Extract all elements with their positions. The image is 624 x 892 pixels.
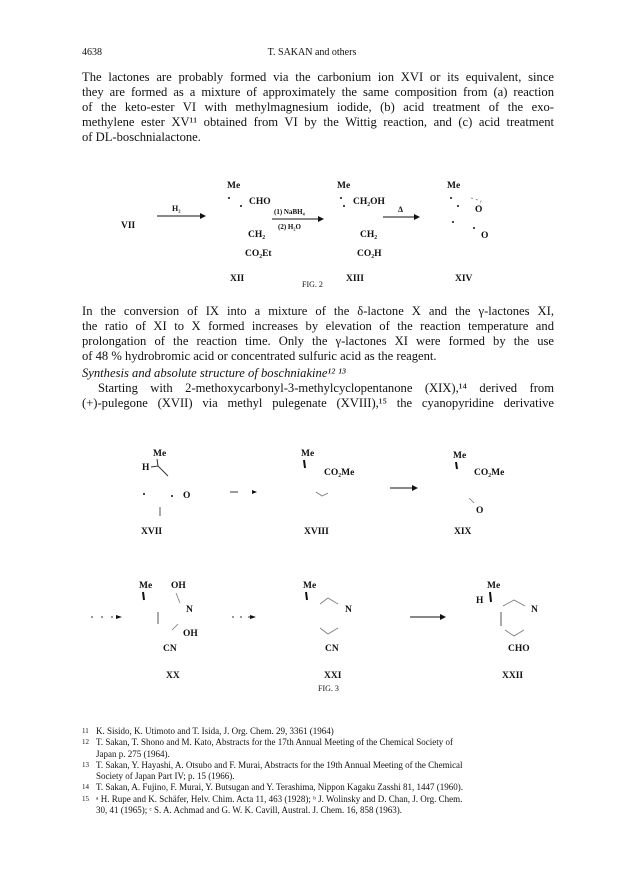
reference-number: 11 [82, 727, 89, 735]
wedge-bond [306, 592, 307, 600]
xx-cn: CN [163, 644, 177, 654]
xviii-co2me: CO₂Me [324, 468, 355, 478]
xii-ch2: CH₂ [248, 230, 266, 240]
text-line: prolongation of the reaction time. Only the γ-lactones XI were formed by the use [82, 334, 554, 348]
xix-o: O [476, 506, 484, 516]
text-line: of the keto-ester VI with methylmagnesium iodide, (b) acid treatment of the exo- [82, 100, 554, 114]
reference-text-continued: Society of Japan Part IV; p. 15 (1966). [96, 771, 235, 782]
text-line: the ratio of XI to X formed increases by elevation of the reaction temperature and [82, 319, 554, 333]
compound-xxi-label: XXI [324, 671, 342, 681]
wedge-bond [143, 592, 144, 600]
page-number: 4638 [82, 47, 102, 58]
xiii-ch2oh: CH₂OH [353, 197, 385, 207]
figure-3-caption: FIG. 3 [318, 684, 339, 693]
reagent-heat: Δ [398, 205, 404, 214]
reference-number: 15 [82, 794, 89, 803]
figure-2-caption: FIG. 2 [302, 280, 323, 289]
reference-item [82, 726, 562, 737]
text-line: (+)-pulegone (XVII) via methyl pulegenate (XVIII),¹⁵ the cyanopyridine derivative [82, 396, 554, 410]
xviii-me: Me [301, 449, 315, 459]
reference-item [82, 782, 562, 793]
reference-text: ᵃ H. Rupe and K. Schäfer, Helv. Chim. Acta 11, 463 (1928); ᵇ J. Wolinsky and D. Chan, J. Org. Chem. [96, 793, 463, 804]
xiv-carbonyl-o: O [475, 205, 483, 215]
xiii-co2h: CO₂H [357, 249, 382, 259]
reference-number: 13 [82, 760, 89, 769]
arrowhead [250, 615, 256, 619]
arrowhead [440, 614, 446, 620]
xix-co2me: CO₂Me [474, 468, 505, 478]
reference-item [82, 760, 562, 771]
text-line: of DL-boschnialactone. [82, 130, 201, 144]
xx-oh-top: OH [171, 581, 186, 591]
reagent-nabh4: (1) NaBH₄ [274, 208, 305, 216]
compound-xxii-label: XXII [502, 671, 524, 681]
references-list [82, 726, 562, 816]
reference-text: T. Sakan, A. Fujino, F. Murai, Y. Butsugan and Y. Terashima, Nippon Kagaku Zasshi 81, 1447 (1960). [96, 782, 464, 793]
ring-bond [151, 459, 168, 476]
section-heading: Synthesis and absolute structure of boschniakine¹² ¹³ [82, 366, 346, 380]
ring-bond [320, 598, 338, 604]
arrowhead [116, 615, 122, 619]
compound-xii-label: XII [230, 274, 245, 284]
xxii-n: N [531, 605, 538, 615]
xix-me: Me [453, 451, 467, 461]
text-line: The lactones are probably formed via the carbonium ion XVI or its equivalent, since [82, 70, 554, 84]
wedge-bond [304, 460, 305, 468]
reference-text-continued: Japan p. 275 (1964). [96, 748, 170, 759]
xii-cho: CHO [249, 197, 271, 207]
bond-dot [171, 495, 173, 497]
xiii-me: Me [337, 181, 351, 191]
reference-text: T. Sakan, T. Shono and M. Kato, Abstracts for the 17th Annual Meeting of the Chemical Society of [96, 737, 453, 748]
reagent-h2: H₂ [172, 204, 181, 213]
xx-n: N [186, 605, 193, 615]
running-head: T. SAKAN and others [267, 47, 357, 58]
xii-co2et: CO₂Et [245, 249, 272, 259]
ring-bond [505, 630, 524, 636]
reference-number: 14 [82, 783, 89, 792]
reagent-h2o: (2) H₂O [278, 223, 301, 231]
ring-bond [316, 492, 328, 496]
xx-oh-bottom: OH [183, 629, 198, 639]
compound-vii-label: VII [121, 221, 136, 231]
compound-xx-label: XX [166, 671, 180, 681]
reference-text: T. Sakan, Y. Hayashi, A. Otsubo and F. Murai, Abstracts for the 19th Annual Meeting of the Chemical [96, 759, 463, 770]
xvii-me: Me [153, 449, 167, 459]
arrowhead [252, 490, 257, 494]
reference-item [82, 737, 562, 748]
xx-me: Me [139, 581, 153, 591]
text-line: methylene ester XV¹¹ obtained from VI by the Wittig reaction, and (c) acid treatment [82, 115, 554, 129]
xxii-cho: CHO [508, 644, 530, 654]
text-line: In the conversion of IX into a mixture of the δ-lactone X and the γ-lactones XI, [82, 304, 554, 318]
xxi-me: Me [303, 581, 317, 591]
xxi-cn: CN [325, 644, 339, 654]
reference-text-continued: 30, 41 (1965); ᶜ S. A. Achmad and G. W. K. Cavill, Austral. J. Chem. 16, 858 (1963). [96, 805, 403, 816]
xvii-o: O [183, 491, 191, 501]
ring-bond [469, 498, 474, 503]
compound-xvii-label: XVII [141, 527, 163, 537]
xiii-ch2: CH₂ [360, 230, 378, 240]
compound-xiv-label: XIV [455, 274, 473, 284]
xxi-n: N [345, 605, 352, 615]
wedge-bond [490, 592, 491, 602]
compound-xiii-label: XIII [346, 274, 364, 284]
ring-bond [176, 593, 180, 603]
xxii-me: Me [487, 581, 501, 591]
ring-bond [172, 624, 178, 630]
xiv-ring-o: O [481, 231, 489, 241]
bond-dot [143, 493, 145, 495]
reference-item [82, 794, 562, 805]
xxii-h: H [476, 596, 484, 606]
reference-number: 12 [82, 738, 89, 747]
xii-me: Me [227, 181, 241, 191]
text-line: they are formed as a mixture of approximately the same composition from (a) reaction [82, 85, 554, 99]
wedge-bond [456, 462, 457, 469]
reference-text: K. Sisido, K. Utimoto and T. Isida, J. Org. Chem. 29, 3361 (1964) [96, 726, 334, 736]
xvii-h: H [142, 463, 150, 473]
xiv-me: Me [447, 181, 461, 191]
ring-bond [320, 628, 338, 634]
compound-xviii-label: XVIII [304, 527, 329, 537]
text-line: of 48 % hydrobromic acid or concentrated sulfuric acid as the reagent. [82, 349, 437, 363]
arrowhead [412, 485, 418, 491]
compound-xix-label: XIX [454, 527, 472, 537]
text-line: Starting with 2-methoxycarbonyl-3-methylcyclopentanone (XIX),¹⁴ derived from [98, 381, 554, 395]
ring-bond [503, 600, 525, 606]
